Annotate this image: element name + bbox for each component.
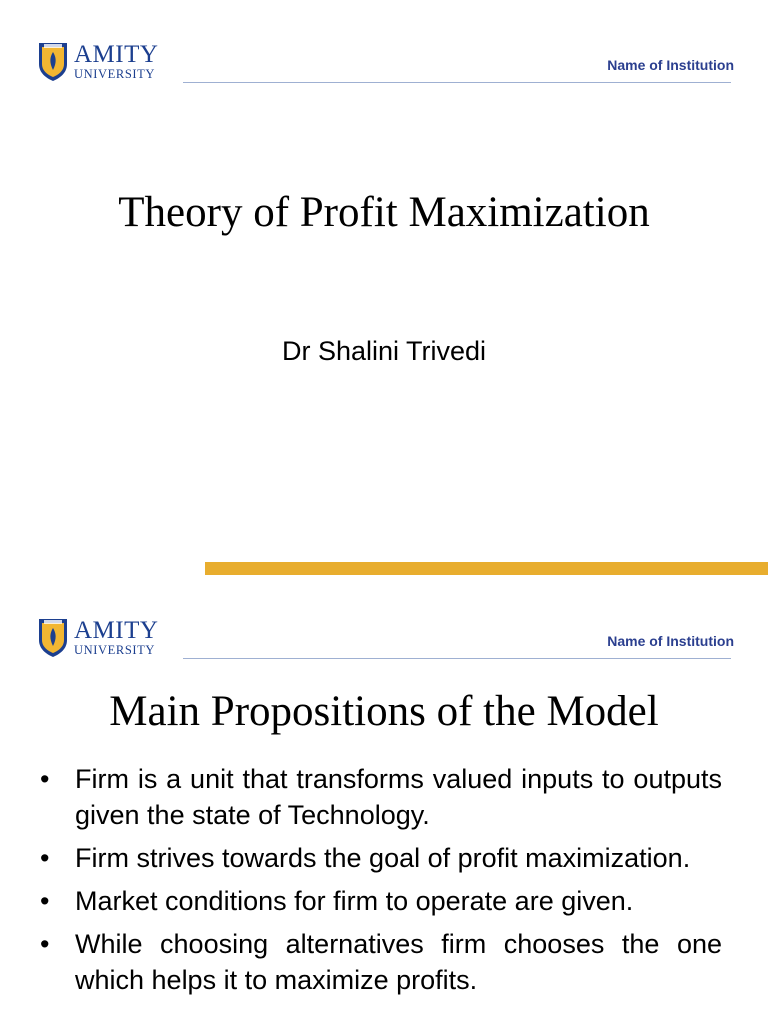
institution-name: Name of Institution	[607, 57, 734, 73]
author-name: Dr Shalini Trivedi	[281, 336, 487, 366]
bullet-item	[38, 840, 722, 876]
logo-subname: UNIVERSITY	[74, 66, 155, 81]
bullet-item	[38, 883, 722, 919]
logo-subname: UNIVERSITY	[74, 642, 155, 657]
slide-heading: Main Propositions of the Model	[109, 688, 659, 735]
institution-name: Name of Institution	[607, 633, 734, 649]
bullet-text: While choosing alternatives firm chooses the one which helps it to maximize profits.	[75, 929, 722, 995]
logo-name: AMITY	[74, 616, 159, 644]
header-divider	[183, 82, 731, 83]
footer-accent-bar	[205, 562, 768, 575]
bullet-list	[38, 761, 722, 1005]
amity-logo	[36, 616, 158, 658]
bullet-text: Firm strives towards the goal of profit maximization.	[75, 843, 691, 873]
bullet-icon: •	[40, 929, 50, 959]
slide-propositions	[0, 585, 768, 1024]
bullet-item	[38, 926, 722, 998]
bullet-item	[38, 761, 722, 833]
bullet-icon: •	[40, 764, 50, 794]
bullet-icon: •	[40, 886, 50, 916]
amity-crest-icon	[36, 40, 70, 82]
amity-logo	[36, 40, 158, 82]
header-divider	[183, 658, 731, 659]
logo-name: AMITY	[74, 40, 159, 68]
amity-crest-icon	[36, 616, 70, 658]
bullet-icon: •	[40, 843, 50, 873]
slide-title-heading: Theory of Profit Maximization	[118, 189, 650, 236]
bullet-text: Market conditions for firm to operate are given.	[75, 886, 634, 916]
bullet-text: Firm is a unit that transforms valued inputs to outputs given the state of Technology.	[75, 764, 722, 830]
